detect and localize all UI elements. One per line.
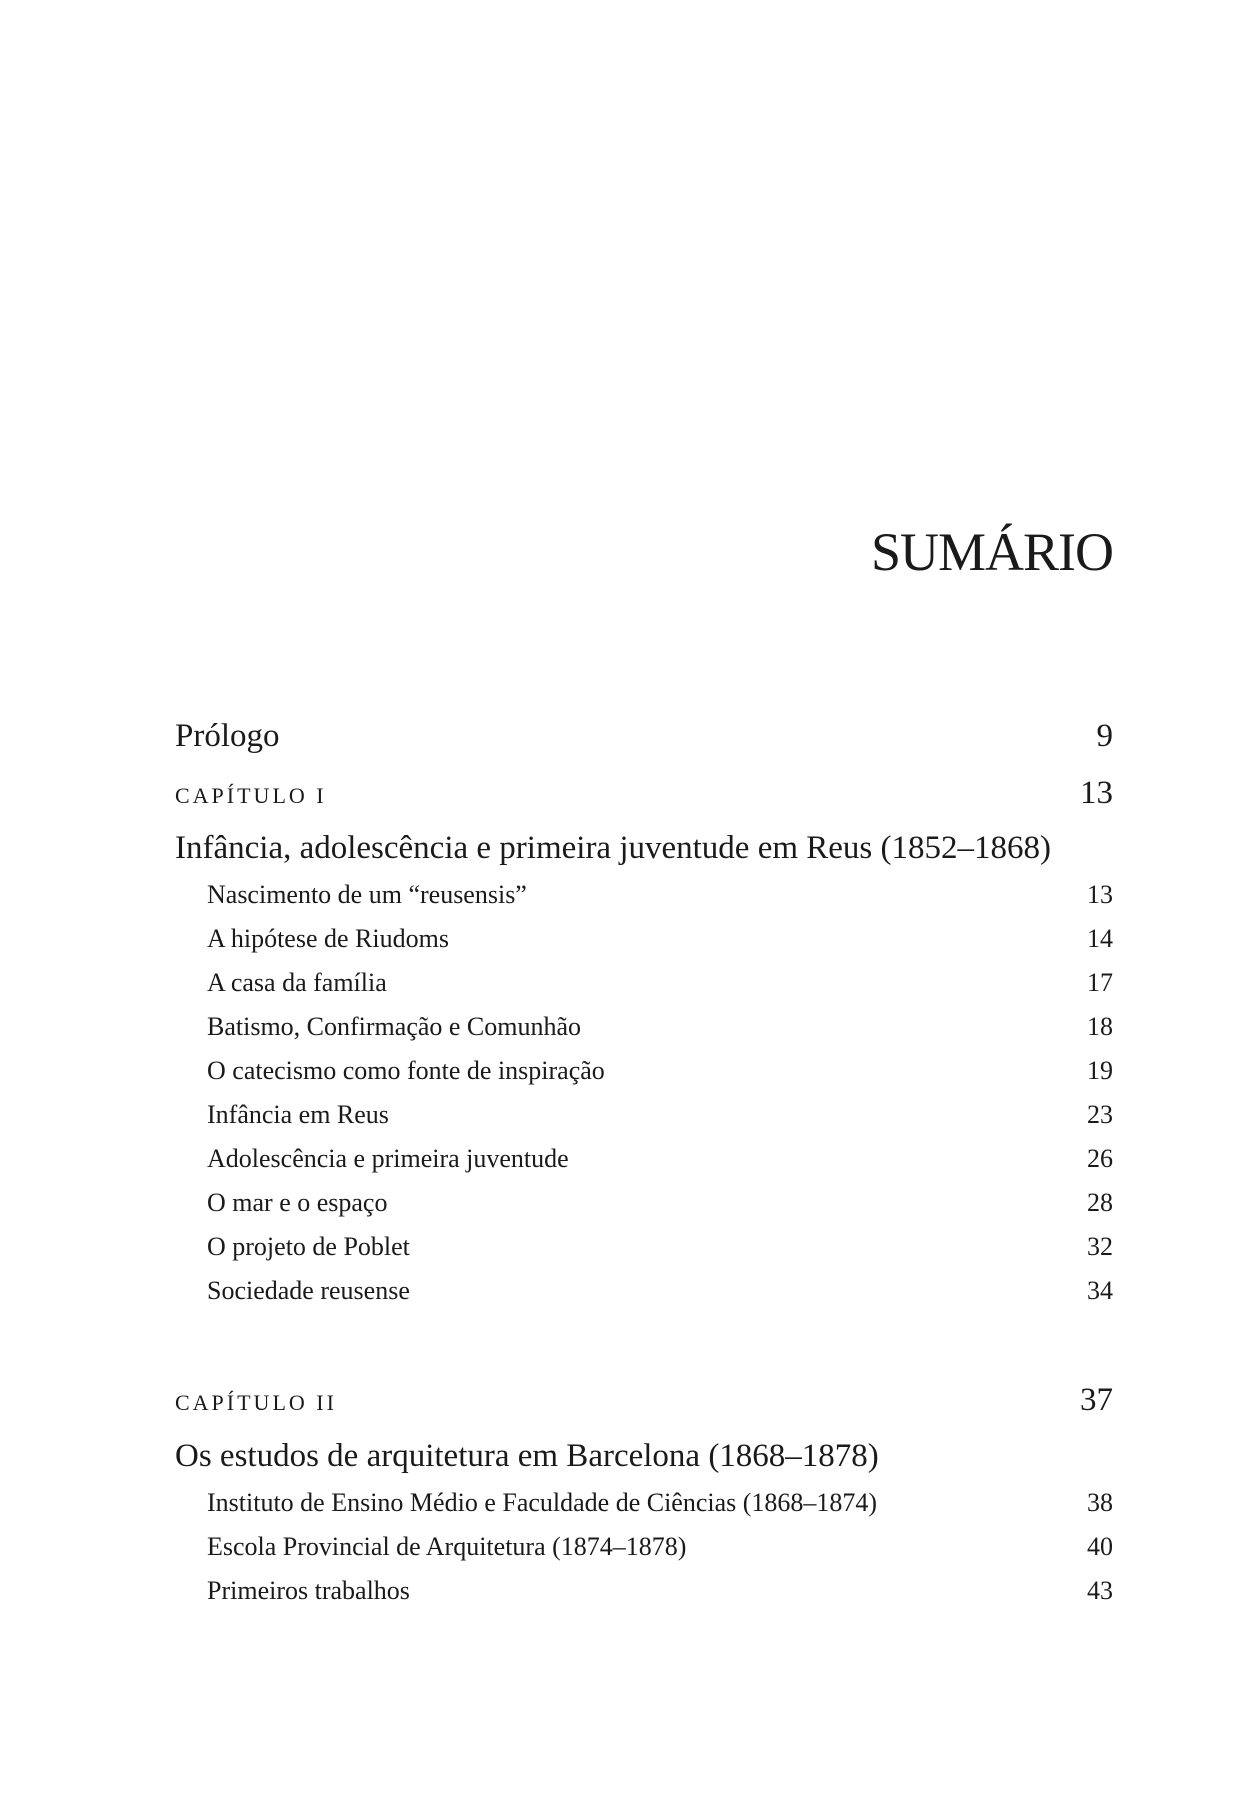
toc-subentry[interactable] <box>207 1488 1113 1518</box>
page-title: SUMÁRIO <box>870 522 1113 582</box>
toc-subentry-page: 40 <box>1087 1532 1113 1561</box>
toc-subentry-label: Sociedade reusense <box>207 1276 410 1305</box>
toc-subentry-page: 38 <box>1087 1488 1113 1517</box>
toc-subentry-label: Adolescência e primeira juventude <box>207 1144 569 1173</box>
toc-subentry-label: A casa da família <box>207 968 387 997</box>
toc-subentry-page: 17 <box>1087 968 1113 997</box>
chapter-title-1[interactable] <box>175 830 1113 867</box>
toc-subentry-page: 23 <box>1087 1100 1113 1129</box>
chapter-page: 37 <box>1080 1382 1113 1418</box>
toc-subentry-page: 18 <box>1087 1012 1113 1041</box>
chapter-heading-1[interactable] <box>175 775 1113 812</box>
toc-subentry-page: 28 <box>1087 1188 1113 1217</box>
toc-subentry-page: 32 <box>1087 1232 1113 1261</box>
chapter-page: 13 <box>1080 775 1113 811</box>
toc-subentry-page: 14 <box>1087 924 1113 953</box>
toc-entry-prologue[interactable] <box>175 718 1113 755</box>
toc-subentry-label: Nascimento de um “reusensis” <box>207 880 527 909</box>
toc-subentry-label: Instituto de Ensino Médio e Faculdade de Ciências (1868–1874) <box>207 1488 878 1517</box>
toc-subentry-label: O catecismo como fonte de inspiração <box>207 1056 605 1085</box>
toc-subentry[interactable] <box>207 1188 1113 1218</box>
toc-subentry-page: 13 <box>1087 880 1113 909</box>
toc-subentry-label: O mar e o espaço <box>207 1188 388 1217</box>
chapter-label: CAPÍTULO I <box>175 783 327 808</box>
toc-subentry-page: 26 <box>1087 1144 1113 1173</box>
toc-entry-page: 9 <box>1096 718 1113 754</box>
toc-subentry-label: Escola Provincial de Arquitetura (1874–1878) <box>207 1532 687 1561</box>
toc-subentry[interactable] <box>207 1576 1113 1606</box>
toc-subentry[interactable] <box>207 1056 1113 1086</box>
toc-subentry-label: A hipótese de Riudoms <box>207 924 449 953</box>
chapter-title: Os estudos de arquitetura em Barcelona (1868–1878) <box>175 1438 879 1474</box>
toc-subentry-page: 43 <box>1087 1576 1113 1605</box>
toc-subentry-page: 19 <box>1087 1056 1113 1085</box>
toc-subentry-label: Primeiros trabalhos <box>207 1576 410 1605</box>
toc-subentry-label: Infância em Reus <box>207 1100 389 1129</box>
toc-subentry[interactable] <box>207 1232 1113 1262</box>
toc-subentry-label: O projeto de Poblet <box>207 1232 410 1261</box>
toc-subentry[interactable] <box>207 968 1113 998</box>
toc-subentry[interactable] <box>207 1100 1113 1130</box>
toc-subentry-label: Batismo, Confirmação e Comunhão <box>207 1012 582 1041</box>
toc-subentry[interactable] <box>207 880 1113 910</box>
chapter-title: Infância, adolescência e primeira juventude em Reus (1852–1868) <box>175 830 1051 866</box>
toc-subentry[interactable] <box>207 1012 1113 1042</box>
toc-subentry[interactable] <box>207 1532 1113 1562</box>
toc-entry-label: Prólogo <box>175 718 280 754</box>
toc-subentry[interactable] <box>207 924 1113 954</box>
chapter-heading-2[interactable] <box>175 1382 1113 1419</box>
chapter-label: CAPÍTULO II <box>175 1390 337 1415</box>
chapter-title-2[interactable] <box>175 1438 1113 1475</box>
toc-subentry[interactable] <box>207 1276 1113 1306</box>
toc-subentry[interactable] <box>207 1144 1113 1174</box>
toc-subentry-page: 34 <box>1087 1276 1113 1305</box>
